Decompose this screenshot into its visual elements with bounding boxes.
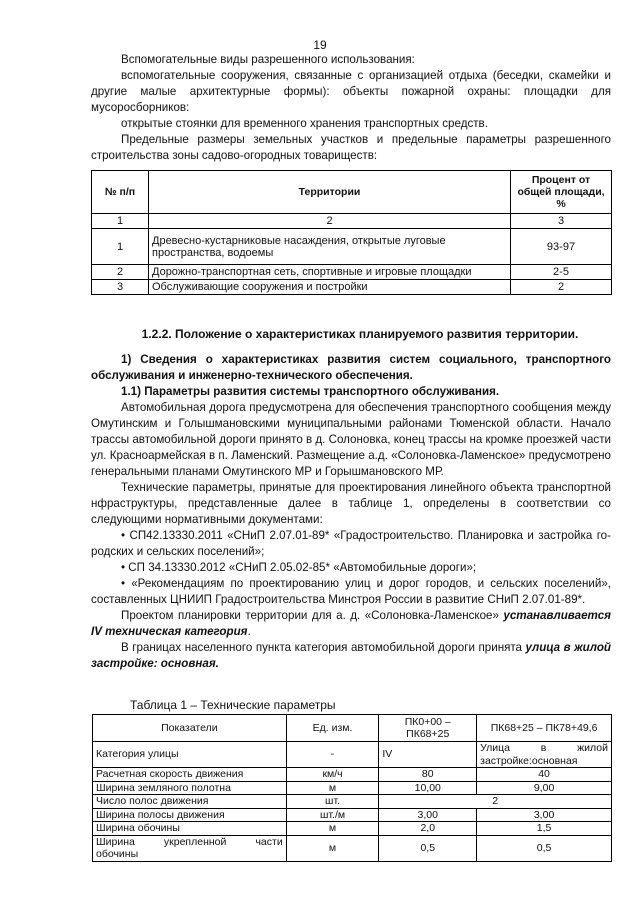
row-label: Категория улицы [93, 742, 287, 768]
table-header-row [93, 715, 612, 742]
value-line: застройке:основная [480, 754, 578, 767]
intro-paragraph-1: Вспомогательные виды разрешенного использования: [121, 53, 415, 66]
bullet-item-3: • «Рекомендациям по проектированию улиц и дорог городов, и сельских поселений», составленных ЦНИИП Градостроительства Минстроя России в развитие СНиП 2.07.01-89*. [91, 577, 611, 606]
subsection-title: 1.1) Параметры развития системы транспортного обслуживания. [121, 385, 500, 398]
table-header-row [92, 171, 612, 214]
row-unit: м [286, 781, 379, 795]
table-cell: Древесно-кустарниковые насаждения, открытые луговые пространства, водоемы [149, 229, 511, 265]
label-word: части [255, 835, 283, 848]
table-cell: Дорожно-транспортная сеть, спортивные и игровые площадки [149, 265, 511, 280]
paragraph-lead: В границах населенного пункта категория автомобильной дороги принята [121, 641, 526, 654]
row-value: 80 [379, 768, 477, 782]
intro-paragraph-2: вспомогательные сооружения, связанные с организацией отдыха (беседки, скамейки и другие малые архитектурные формы): объекты пожарной охраны: площадки для мусоросборников: [91, 69, 611, 114]
section-body [91, 352, 611, 672]
value-word: в [540, 742, 547, 754]
row-label: Число полос движения [93, 795, 287, 809]
column-header-territory: Территории [149, 171, 511, 214]
table-caption: Таблица 1 – Технические параметры [130, 698, 336, 712]
column-header-segment-2: ПК68+25 – ПК78+49,6 [477, 715, 612, 742]
section-paragraph-4 [91, 640, 611, 672]
row-unit: - [286, 742, 379, 768]
value-word: Улица [480, 742, 510, 754]
table-row [93, 781, 612, 795]
table-cell: 3 [511, 214, 612, 229]
table-row [93, 795, 612, 809]
section-heading: 1.2.2. Положение о характеристиках планируемого развития территории. [141, 327, 579, 341]
bullet-item-2: • СП 34.13330.2012 «СНиП 2.05.02-85* «Автомобильные дороги»; [121, 561, 477, 574]
subsection-heading: 1) Сведения о характеристиках развития систем социального, транспортного обслуживания и инженерно-технического обеспечения. [91, 353, 611, 382]
table-row [92, 229, 612, 265]
value-word: жилой [577, 742, 608, 754]
row-value: 0,5 [477, 835, 612, 861]
paragraph-end: . [247, 625, 251, 638]
column-header-unit: Ед. изм. [286, 715, 379, 742]
row-value: 3,00 [379, 808, 477, 822]
row-value: 2,0 [379, 822, 477, 836]
paragraph-lead: Проектом планировки территории для а. д. «Солоновка-Ламенское» [121, 609, 499, 622]
table-row [93, 768, 612, 782]
table-cell: 3 [92, 280, 149, 295]
table-row [92, 265, 612, 280]
column-header-indicator: Показатели [93, 715, 287, 742]
column-header-number: № п/п [92, 171, 149, 214]
row-value: 10,00 [379, 781, 477, 795]
row-unit: шт./м [286, 808, 379, 822]
section-paragraph-2: Технические параметры, принятые для проектирования линейного объекта транспортной нфраструктуры, представленные далее в таблице 1, определены в соответствии со следующими нормативными документами: [91, 481, 611, 526]
label-word: укрепленной [163, 835, 227, 848]
row-unit: шт. [286, 795, 379, 809]
row-value: IV [379, 742, 477, 768]
row-unit: км/ч [286, 768, 379, 782]
table-row [92, 214, 612, 229]
row-value: 1,5 [477, 822, 612, 836]
table-row [93, 742, 612, 768]
row-label: Расчетная скорость движения [93, 768, 287, 782]
table-row [93, 835, 612, 861]
label-line: обочины [96, 848, 139, 860]
table-cell: 2 [149, 214, 511, 229]
table-cell: 93-97 [511, 229, 612, 265]
value-line [480, 742, 608, 755]
intro-block [91, 52, 611, 164]
category-statement: устанавливается IV техническая категория [91, 609, 611, 638]
row-value: 40 [477, 768, 612, 782]
technical-parameters-table [92, 714, 612, 862]
section-paragraph-1: Автомобильная дорога предусмотрена для обеспечения транспортного сообщения между Омутинским и Голышмановскими муниципальными районами Тюменской области. Начало трассы автомобильной дороги принято в д. Солоновка, конец трассы на кромке проезжей части ул. Красноармейская в п. Ламенский. Размещение а.д. «Солоновка-Ламенское» предусмотрено генеральными планами Омутинского МР и Горышмановского МР. [91, 401, 611, 478]
intro-paragraph-4: Предельные размеры земельных участков и предельные параметры разрешенного строительства зоны садово-огородных товариществ: [91, 133, 611, 162]
table-row [93, 822, 612, 836]
column-header-segment-1: ПК0+00 – ПК68+25 [379, 715, 477, 742]
page-number: 19 [313, 38, 327, 52]
table-cell: 2 [511, 280, 612, 295]
column-header-percent: Процент от общей площади, % [511, 171, 612, 214]
table-cell: 2-5 [511, 265, 612, 280]
bullet-item-1: • СП42.13330.2011 «СНиП 2.07.01-89* «Градостроительство. Планировка и застройка го-родских и сельских поселений»; [91, 529, 611, 558]
row-value [477, 742, 612, 768]
row-value: 3,00 [477, 808, 612, 822]
row-label [93, 835, 287, 861]
table-row [92, 280, 612, 295]
table-cell: 2 [92, 265, 149, 280]
row-label: Ширина полосы движения [93, 808, 287, 822]
row-label: Ширина земляного полотна [93, 781, 287, 795]
table-cell: Обслуживающие сооружения и постройки [149, 280, 511, 295]
row-label: Ширина обочины [93, 822, 287, 836]
row-unit: м [286, 835, 379, 861]
territories-table [91, 170, 612, 295]
table-row [93, 808, 612, 822]
label-word: Ширина [96, 835, 135, 848]
table-cell: 1 [92, 229, 149, 265]
row-unit: м [286, 822, 379, 836]
row-value: 0,5 [379, 835, 477, 861]
row-value: 9,00 [477, 781, 612, 795]
street-category: улица в жилой застройке: основная. [91, 641, 611, 670]
section-paragraph-3 [91, 608, 611, 640]
table-cell: 1 [92, 214, 149, 229]
row-value: 2 [379, 795, 612, 809]
intro-paragraph-3: открытые стоянки для временного хранения транспортных средств. [121, 117, 488, 130]
label-line [96, 836, 283, 849]
